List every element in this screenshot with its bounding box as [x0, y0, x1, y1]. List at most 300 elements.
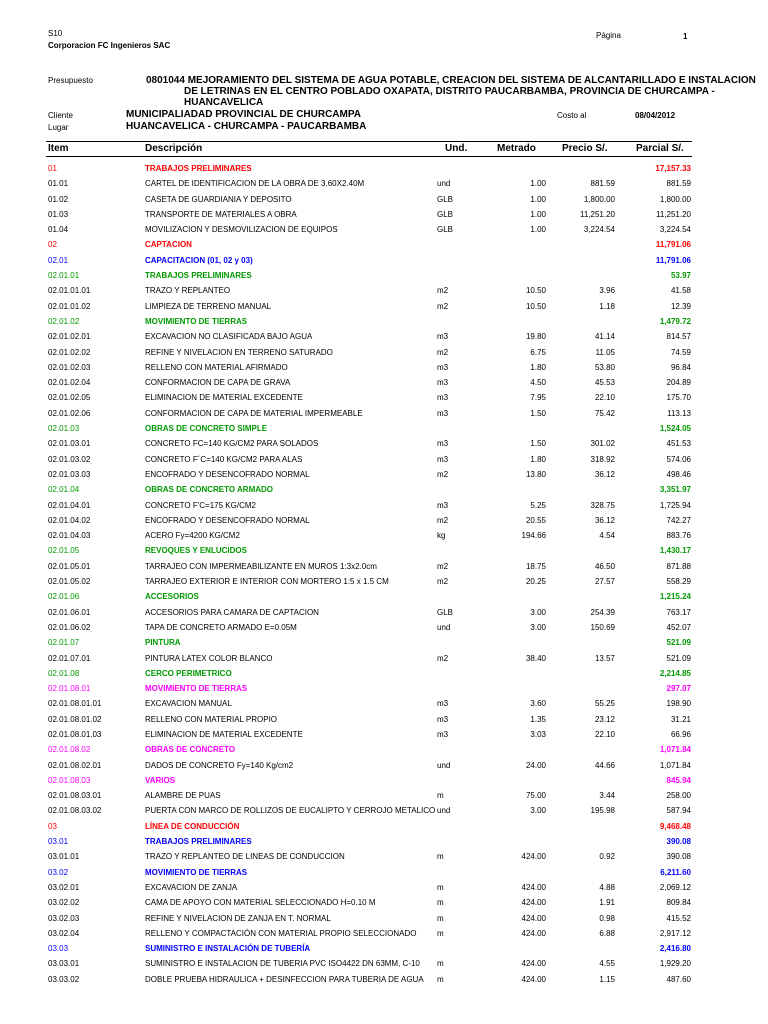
- row-description: ACCESORIOS PARA CAMARA DE CAPTACION: [145, 607, 319, 617]
- col-metrado: Metrado: [497, 143, 536, 154]
- row-price: 23.12: [594, 714, 615, 724]
- row-description: TRABAJOS PRELIMINARES: [145, 164, 252, 173]
- table-group-row: [0, 668, 768, 683]
- row-unit: GLB: [437, 225, 454, 235]
- row-metrado: 1.00: [530, 194, 546, 204]
- row-price: 3.96: [599, 286, 615, 296]
- row-description: CAMA DE APOYO CON MATERIAL SELECCIONADO H=0.10 M: [145, 898, 376, 908]
- table-group-row: [0, 943, 768, 958]
- row-partial: 11,791.06: [655, 255, 691, 265]
- row-partial: 11,791.06: [655, 240, 691, 250]
- table-row: [0, 377, 768, 392]
- row-price: 22.10: [594, 729, 615, 739]
- row-description: SUMINISTRO E INSTALACION DE TUBERIA PVC ISO4422 DN 63MM, C-10: [145, 959, 420, 969]
- table-row: [0, 576, 768, 591]
- row-item-code: 02.01.08.01.02: [48, 714, 102, 724]
- row-description: ACCESORIOS: [145, 592, 199, 602]
- row-unit: m: [437, 898, 444, 908]
- row-price: 1.91: [599, 898, 615, 908]
- row-unit: und: [437, 760, 451, 770]
- row-price: 44.66: [594, 760, 615, 770]
- row-metrado: 424.00: [521, 913, 546, 923]
- row-metrado: 424.00: [521, 974, 546, 984]
- row-item-code: 02.01.03.01: [48, 439, 91, 449]
- row-partial: 845.94: [666, 775, 691, 785]
- row-partial: 742.27: [666, 515, 691, 525]
- row-metrado: 10.50: [525, 286, 546, 296]
- page-number: 1: [683, 32, 688, 41]
- row-partial: 809.84: [666, 898, 691, 908]
- table-row: [0, 928, 768, 943]
- row-partial: 1,800.00: [659, 194, 691, 204]
- row-description: TRANSPORTE DE MATERIALES A OBRA: [145, 209, 297, 219]
- row-unit: und: [437, 806, 451, 816]
- row-item-code: 02.01.03.02: [48, 454, 91, 464]
- row-price: 46.50: [594, 561, 615, 571]
- row-partial: 1,430.17: [659, 546, 691, 556]
- row-unit: m3: [437, 362, 449, 372]
- row-price: 6.88: [599, 928, 615, 938]
- row-partial: 2,917.12: [659, 928, 691, 938]
- row-description: TARRAJEO CON IMPERMEABILIZANTE EN MUROS 1:3x2.0cm: [145, 561, 377, 571]
- row-item-code: 03.02.02: [48, 898, 80, 908]
- row-partial: 871.88: [666, 561, 691, 571]
- row-price: 55.25: [594, 699, 615, 709]
- budget-table-body: [0, 163, 768, 989]
- row-partial: 521.09: [666, 638, 691, 648]
- table-group-row: [0, 775, 768, 790]
- row-item-code: 02.01.04: [48, 485, 80, 495]
- row-partial: 113.13: [667, 408, 691, 418]
- row-partial: 175.70: [666, 393, 691, 403]
- row-description: MOVILIZACION Y DESMOVILIZACION DE EQUIPOS: [145, 225, 338, 235]
- row-partial: 12.39: [670, 301, 691, 311]
- row-price: 3.44: [599, 791, 615, 801]
- budget-title-line3: HUANCAVELICA: [184, 97, 264, 108]
- budget-title-line2: DE LETRINAS EN EL CENTRO POBLADO OXAPATA, DISTRITO PAUCARBAMBA, PROVINCIA DE CHURCAMPA -: [184, 86, 715, 97]
- table-row: [0, 607, 768, 622]
- row-partial: 498.46: [666, 469, 691, 479]
- row-price: 4.55: [599, 959, 615, 969]
- row-description: ENCOFRADO Y DESENCOFRADO NORMAL: [145, 515, 310, 525]
- row-price: 13.57: [594, 653, 615, 663]
- row-description: MOVIMIENTO DE TIERRAS: [145, 867, 248, 877]
- row-partial: 1,929.20: [659, 959, 691, 969]
- row-partial: 204.89: [666, 378, 691, 388]
- row-item-code: 03.03.01: [48, 959, 80, 969]
- row-metrado: 1.00: [530, 209, 546, 219]
- row-description: CERCO PERIMETRICO: [145, 668, 232, 678]
- row-partial: 41.58: [670, 286, 691, 296]
- row-partial: 297.07: [666, 684, 691, 694]
- row-partial: 11,251.20: [656, 209, 691, 219]
- row-item-code: 02.01.01.02: [48, 301, 91, 311]
- row-metrado: 3.03: [530, 729, 546, 739]
- company-name: Corporacion FC Ingenieros SAC: [48, 41, 171, 50]
- row-partial: 451.53: [666, 439, 691, 449]
- row-metrado: 7.95: [530, 393, 546, 403]
- row-partial: 814.57: [666, 332, 691, 342]
- row-unit: m3: [437, 332, 449, 342]
- table-row: [0, 408, 768, 423]
- row-metrado: 18.75: [525, 561, 546, 571]
- table-row: [0, 500, 768, 515]
- row-item-code: 02.01.05.01: [48, 561, 91, 571]
- row-partial: 96.84: [670, 362, 691, 372]
- row-item-code: 02.01.08.03.01: [48, 791, 102, 801]
- table-group-row: [0, 545, 768, 560]
- table-column-header: [46, 141, 692, 157]
- row-unit: m2: [437, 515, 449, 525]
- table-row: [0, 454, 768, 469]
- row-item-code: 02.01.02.02: [48, 347, 91, 357]
- row-item-code: 02.01.03.03: [48, 469, 91, 479]
- row-unit: m: [437, 791, 444, 801]
- table-row: [0, 760, 768, 775]
- row-item-code: 02.01.07: [48, 638, 80, 648]
- row-item-code: 03.01.01: [48, 852, 80, 862]
- row-partial: 1,725.94: [659, 500, 691, 510]
- row-item-code: 02.01.03: [48, 424, 80, 434]
- row-item-code: 02.01.02: [48, 316, 80, 326]
- row-metrado: 1.35: [530, 714, 546, 724]
- row-description: TRABAJOS PRELIMINARES: [145, 271, 252, 281]
- row-description: CONCRETO F'C=175 KG/CM2: [145, 500, 256, 510]
- table-row: [0, 438, 768, 453]
- row-unit: m3: [437, 439, 449, 449]
- table-row: [0, 515, 768, 530]
- row-price: 22.10: [594, 393, 615, 403]
- row-partial: 1,524.05: [659, 424, 691, 434]
- row-partial: 3,351.97: [659, 485, 691, 495]
- table-row: [0, 301, 768, 316]
- table-group-row: [0, 423, 768, 438]
- row-metrado: 3.00: [530, 622, 546, 632]
- row-description: ACERO Fy=4200 KG/CM2: [145, 531, 240, 541]
- row-item-code: 02.01.04.02: [48, 515, 91, 525]
- table-group-row: [0, 591, 768, 606]
- row-unit: GLB: [437, 607, 454, 617]
- row-metrado: 194.66: [521, 531, 546, 541]
- row-item-code: 02.01.01: [48, 271, 80, 281]
- row-description: MOVIMIENTO DE TIERRAS: [145, 316, 248, 326]
- row-item-code: 02.01.01.01: [48, 286, 91, 296]
- table-row: [0, 178, 768, 193]
- row-price: 1.15: [599, 974, 615, 984]
- table-row: [0, 209, 768, 224]
- row-description: TRAZO Y REPLANTEO DE LINEAS DE CONDUCCION: [145, 852, 345, 862]
- row-unit: m2: [437, 561, 449, 571]
- table-group-row: [0, 821, 768, 836]
- row-unit: m3: [437, 699, 449, 709]
- row-unit: m2: [437, 301, 449, 311]
- row-price: 41.14: [594, 332, 615, 342]
- row-partial: 53.97: [670, 271, 691, 281]
- row-partial: 415.52: [666, 913, 691, 923]
- row-description: EXCAVACION MANUAL: [145, 699, 232, 709]
- row-description: PUERTA CON MARCO DE ROLLIZOS DE EUCALIPTO Y CERROJO METALICO: [145, 806, 436, 816]
- row-item-code: 02.01.02.05: [48, 393, 91, 403]
- row-unit: m3: [437, 393, 449, 403]
- row-item-code: 02.01.08.02.01: [48, 760, 102, 770]
- row-price: 150.69: [590, 622, 615, 632]
- row-price: 75.42: [594, 408, 615, 418]
- row-price: 11.05: [595, 347, 615, 357]
- row-unit: m: [437, 882, 444, 892]
- row-description: CARTEL DE IDENTIFICACION DE LA OBRA DE 3.60X2.40M: [145, 179, 365, 189]
- row-price: 4.88: [599, 882, 615, 892]
- table-row: [0, 882, 768, 897]
- row-description: RELLENO CON MATERIAL PROPIO: [145, 714, 278, 724]
- row-description: LIMPIEZA DE TERRENO MANUAL: [145, 301, 272, 311]
- row-metrado: 424.00: [521, 882, 546, 892]
- row-partial: 574.06: [666, 454, 691, 464]
- table-row: [0, 347, 768, 362]
- row-price: 36.12: [594, 515, 615, 525]
- row-unit: m3: [437, 500, 449, 510]
- row-metrado: 20.25: [525, 577, 546, 587]
- row-partial: 2,416.80: [659, 944, 691, 954]
- row-price: 53.80: [594, 362, 615, 372]
- row-price: 254.39: [590, 607, 615, 617]
- row-description: TRABAJOS PRELIMINARES: [145, 837, 252, 847]
- row-description: RELLENO CON MATERIAL AFIRMADO: [145, 362, 288, 372]
- row-price: 1,800.00: [583, 194, 615, 204]
- row-partial: 587.94: [666, 806, 691, 816]
- row-price: 11,251.20: [580, 209, 615, 219]
- table-row: [0, 224, 768, 239]
- row-item-code: 01: [48, 164, 57, 173]
- table-row: [0, 897, 768, 912]
- row-partial: 258.00: [666, 791, 691, 801]
- row-unit: m3: [437, 408, 449, 418]
- row-price: 1.18: [599, 301, 615, 311]
- row-item-code: 02.01.05: [48, 546, 80, 556]
- row-price: 328.75: [590, 500, 615, 510]
- row-item-code: 02.01.08.01.03: [48, 729, 102, 739]
- row-unit: m3: [437, 729, 449, 739]
- col-price: Precio S/.: [562, 143, 608, 154]
- row-price: 45.53: [594, 378, 615, 388]
- row-metrado: 424.00: [521, 928, 546, 938]
- row-description: ALAMBRE DE PUAS: [145, 791, 221, 801]
- table-row: [0, 362, 768, 377]
- row-item-code: 02.01.08.01.01: [48, 699, 102, 709]
- row-metrado: 19.80: [525, 332, 546, 342]
- row-description: OBRAS DE CONCRETO ARMADO: [145, 485, 274, 495]
- row-metrado: 13.80: [525, 469, 546, 479]
- table-row: [0, 714, 768, 729]
- row-unit: m2: [437, 286, 449, 296]
- row-unit: m3: [437, 378, 449, 388]
- client-value: MUNICIPALIADAD PROVINCIAL DE CHURCAMPA: [126, 109, 361, 120]
- row-description: SUMINISTRO E INSTALACIÓN DE TUBERÍA: [145, 944, 311, 954]
- row-item-code: 02: [48, 240, 57, 250]
- row-metrado: 424.00: [521, 959, 546, 969]
- row-item-code: 03: [48, 821, 57, 831]
- row-unit: m: [437, 852, 444, 862]
- row-description: REFINE Y NIVELACION EN TERRENO SATURADO: [145, 347, 333, 357]
- row-unit: m2: [437, 469, 449, 479]
- row-partial: 521.09: [666, 653, 691, 663]
- row-item-code: 02.01.02.01: [48, 332, 91, 342]
- row-item-code: 01.03: [48, 209, 69, 219]
- table-group-row: [0, 744, 768, 759]
- row-partial: 6,211.60: [660, 867, 691, 877]
- col-unit: Und.: [445, 143, 468, 154]
- row-partial: 763.17: [666, 607, 691, 617]
- row-unit: und: [437, 622, 451, 632]
- row-price: 195.98: [590, 806, 615, 816]
- table-row: [0, 622, 768, 637]
- table-row: [0, 729, 768, 744]
- row-metrado: 3.00: [530, 607, 546, 617]
- budget-title-line1: 0801044 MEJORAMIENTO DEL SISTEMA DE AGUA POTABLE, CREACION DEL SISTEMA DE ALCANTARILLADO E INSTALACION: [146, 75, 756, 86]
- row-description: CONCRETO FC=140 KG/CM2 PARA SOLADOS: [145, 439, 319, 449]
- row-item-code: 02.01.06: [48, 592, 80, 602]
- table-row: [0, 469, 768, 484]
- row-item-code: 02.01.05.02: [48, 577, 91, 587]
- row-description: CONFORMACION DE CAPA DE GRAVA: [145, 378, 291, 388]
- table-row: [0, 698, 768, 713]
- row-description: TRAZO Y REPLANTEO: [145, 286, 231, 296]
- row-partial: 883.76: [666, 531, 691, 541]
- cost-date: 08/04/2012: [635, 111, 676, 120]
- row-item-code: 02.01.08.02: [48, 745, 91, 755]
- row-description: DOBLE PRUEBA HIDRAULICA + DESINFECCION PARA TUBERIA DE AGUA: [145, 974, 424, 984]
- row-partial: 66.96: [670, 729, 691, 739]
- col-description: Descripción: [145, 143, 203, 154]
- row-price: 0.92: [599, 852, 615, 862]
- row-partial: 1,071.84: [659, 745, 691, 755]
- row-item-code: 02.01.02.06: [48, 408, 91, 418]
- row-description: VARIOS: [145, 775, 176, 785]
- row-metrado: 3.60: [530, 699, 546, 709]
- table-group-row: [0, 637, 768, 652]
- row-partial: 31.21: [670, 714, 691, 724]
- row-description: LÍNEA DE CONDUCCIÓN: [145, 821, 240, 831]
- row-description: MOVIMIENTO DE TIERRAS: [145, 684, 248, 694]
- row-price: 881.59: [590, 179, 615, 189]
- table-group-row: [0, 239, 768, 254]
- row-unit: m: [437, 974, 444, 984]
- row-description: CONCRETO F´C=140 KG/CM2 PARA ALAS: [145, 454, 303, 464]
- row-metrado: 10.50: [525, 301, 546, 311]
- page-label: Página: [596, 31, 621, 40]
- row-partial: 452.07: [666, 622, 691, 632]
- table-group-row: [0, 867, 768, 882]
- row-metrado: 1.00: [530, 179, 546, 189]
- row-item-code: 01.01: [48, 179, 69, 189]
- table-row: [0, 561, 768, 576]
- table-row: [0, 805, 768, 820]
- row-metrado: 6.75: [530, 347, 546, 357]
- row-metrado: 1.80: [530, 362, 546, 372]
- row-description: OBRAS DE CONCRETO SIMPLE: [145, 424, 268, 434]
- table-group-row: [0, 163, 768, 178]
- row-unit: und: [437, 179, 451, 189]
- row-unit: GLB: [437, 194, 454, 204]
- row-description: TARRAJEO EXTERIOR E INTERIOR CON MORTERO 1:5 x 1.5 CM: [145, 577, 389, 587]
- row-unit: m2: [437, 347, 449, 357]
- cost-label: Costo al: [557, 111, 587, 120]
- table-group-row: [0, 683, 768, 698]
- row-item-code: 02.01.08.03: [48, 775, 91, 785]
- row-description: CASETA DE GUARDIANIA Y DEPOSITO: [145, 194, 292, 204]
- row-unit: m3: [437, 454, 449, 464]
- col-partial: Parcial S/.: [636, 143, 684, 154]
- table-row: [0, 974, 768, 989]
- row-description: RELLENO Y COMPACTACIÓN CON MATERIAL PROPIO SELECCIONADO: [145, 928, 417, 938]
- row-metrado: 20.55: [525, 515, 546, 525]
- row-description: CAPACITACION (01, 02 y 03): [145, 255, 253, 265]
- row-partial: 558.29: [666, 577, 691, 587]
- row-description: REVOQUES Y ENLUCIDOS: [145, 546, 247, 556]
- row-item-code: 01.02: [48, 194, 69, 204]
- table-row: [0, 392, 768, 407]
- row-unit: m: [437, 913, 444, 923]
- table-group-row: [0, 836, 768, 851]
- row-metrado: 1.50: [530, 408, 546, 418]
- row-price: 4.54: [599, 531, 615, 541]
- row-partial: 198.90: [666, 699, 691, 709]
- row-partial: 3,224.54: [659, 225, 691, 235]
- row-item-code: 02.01.04.01: [48, 500, 91, 510]
- row-item-code: 03.02.04: [48, 928, 80, 938]
- row-metrado: 1.00: [530, 225, 546, 235]
- row-metrado: 1.80: [530, 454, 546, 464]
- row-unit: m2: [437, 653, 449, 663]
- row-partial: 487.60: [666, 974, 691, 984]
- row-item-code: 03.03.02: [48, 974, 80, 984]
- report-code: S10: [48, 29, 63, 38]
- row-description: PINTURA: [145, 638, 181, 648]
- row-unit: m2: [437, 577, 449, 587]
- table-group-row: [0, 270, 768, 285]
- row-metrado: 424.00: [521, 898, 546, 908]
- row-item-code: 03.02.03: [48, 913, 80, 923]
- place-value: HUANCAVELICA - CHURCAMPA - PAUCARBAMBA: [126, 121, 367, 132]
- row-price: 0.98: [599, 913, 615, 923]
- row-metrado: 3.00: [530, 806, 546, 816]
- row-unit: m3: [437, 714, 449, 724]
- row-description: ELIMINACION DE MATERIAL EXCEDENTE: [145, 393, 303, 403]
- table-group-row: [0, 484, 768, 499]
- row-unit: m: [437, 928, 444, 938]
- row-item-code: 02.01.02.03: [48, 362, 91, 372]
- row-description: EXCAVACION NO CLASIFICADA BAJO AGUA: [145, 332, 313, 342]
- row-item-code: 02.01.08.03.02: [48, 806, 102, 816]
- row-partial: 17,157.33: [655, 164, 691, 173]
- row-price: 27.57: [594, 577, 615, 587]
- row-unit: m: [437, 959, 444, 969]
- table-row: [0, 851, 768, 866]
- row-price: 301.02: [590, 439, 615, 449]
- row-description: DADOS DE CONCRETO Fy=140 Kg/cm2: [145, 760, 294, 770]
- row-description: ENCOFRADO Y DESENCOFRADO NORMAL: [145, 469, 310, 479]
- table-row: [0, 331, 768, 346]
- row-partial: 390.08: [666, 852, 691, 862]
- row-unit: kg: [437, 531, 446, 541]
- row-partial: 390.08: [666, 837, 691, 847]
- row-item-code: 01.04: [48, 225, 69, 235]
- row-partial: 1,479.72: [659, 316, 691, 326]
- row-item-code: 02.01.08: [48, 668, 80, 678]
- table-group-row: [0, 255, 768, 270]
- row-item-code: 03.03: [48, 944, 69, 954]
- row-partial: 9,468.48: [659, 821, 691, 831]
- row-item-code: 02.01.06.02: [48, 622, 91, 632]
